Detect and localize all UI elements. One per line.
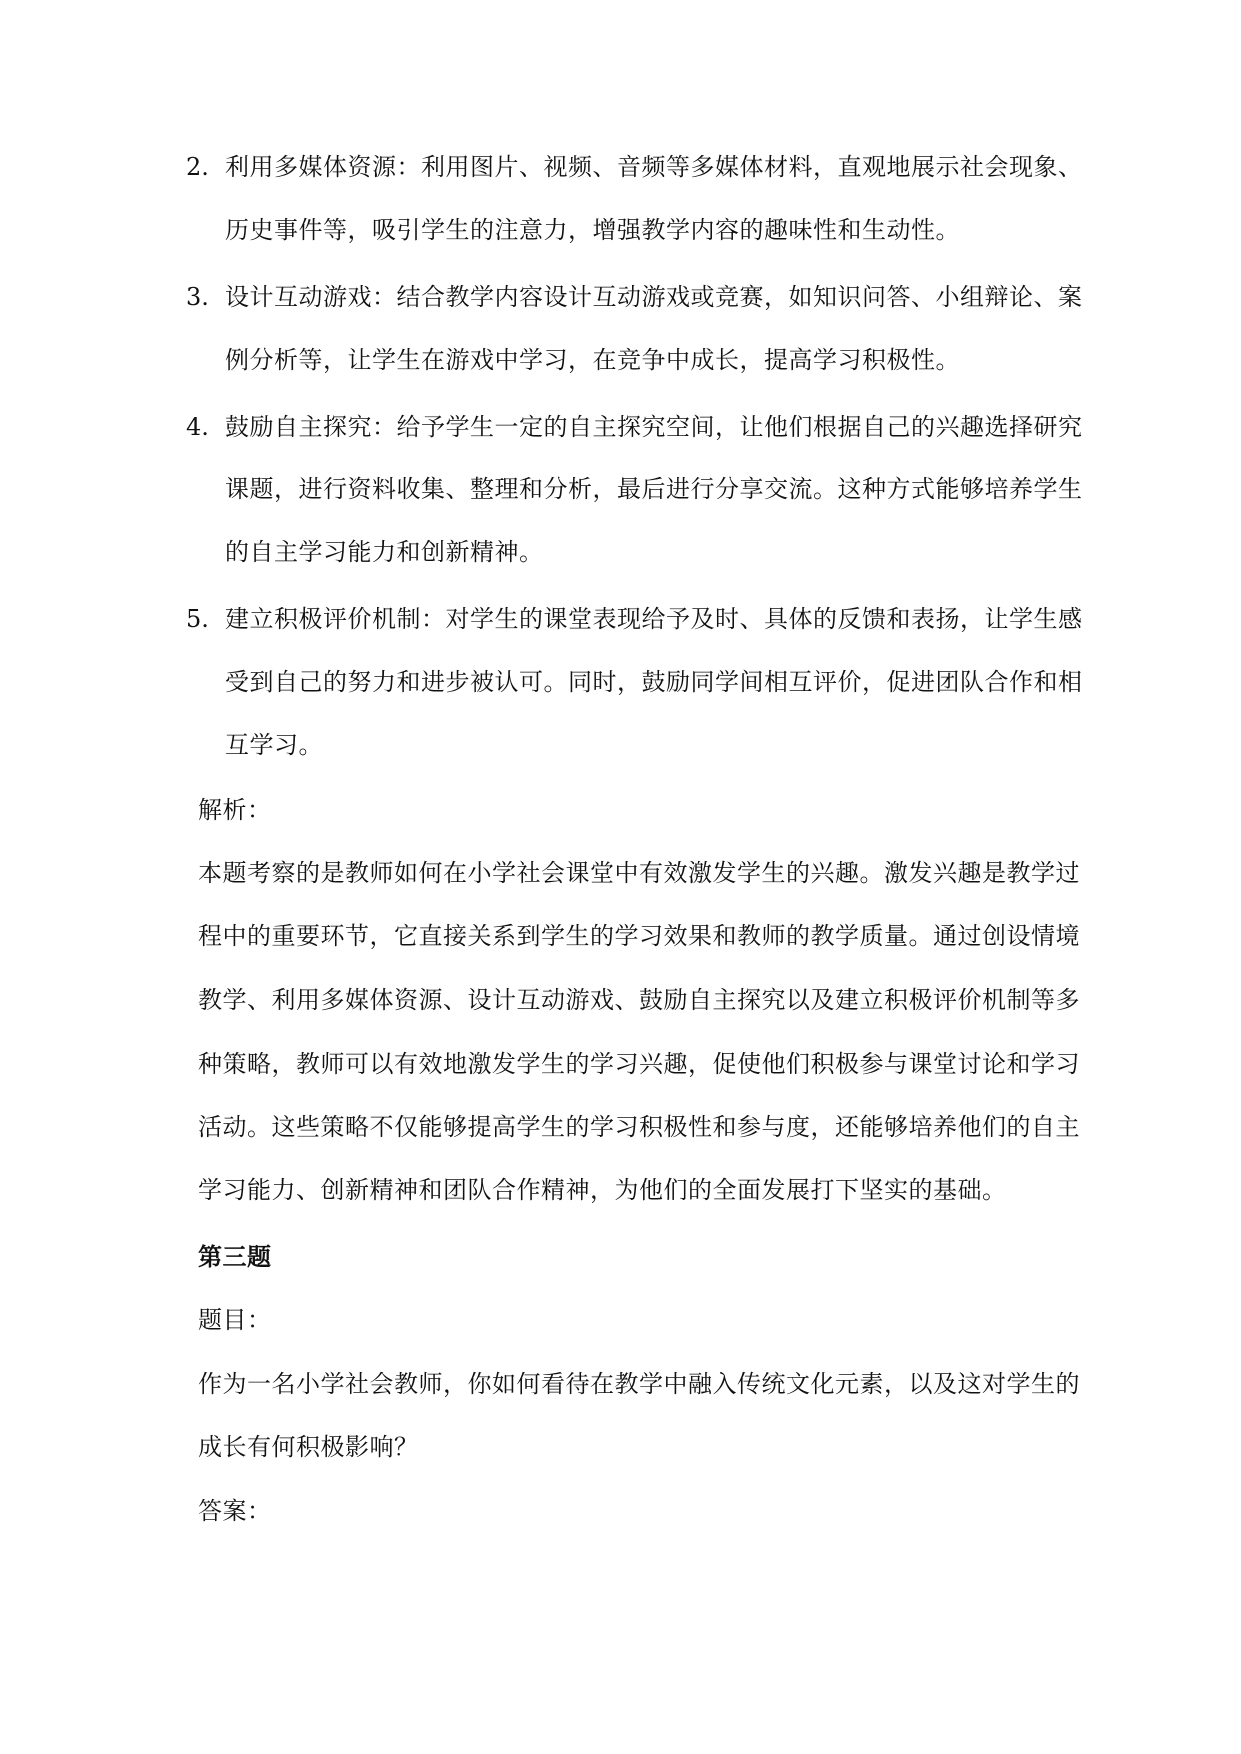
analysis-paragraph-line: 教学、利用多媒体资源、设计互动游戏、鼓励自主探究以及建立积极评价机制等多 — [198, 986, 1080, 1014]
analysis-paragraph-line: 学习能力、创新精神和团队合作精神，为他们的全面发展打下坚实的基础。 — [198, 1176, 1007, 1204]
list-item-line: 受到自己的努力和进步被认可。同时，鼓励同学间相互评价，促进团队合作和相 — [225, 668, 1083, 696]
list-item-number: 5. — [186, 605, 209, 633]
list-item-number: 4. — [186, 413, 209, 441]
question-heading: 第三题 — [198, 1242, 272, 1271]
list-item-line: 的自主学习能力和创新精神。 — [225, 538, 544, 566]
analysis-paragraph-line: 种策略，教师可以有效地激发学生的学习兴趣，促使他们积极参与课堂讨论和学习 — [198, 1050, 1080, 1078]
analysis-paragraph-line: 程中的重要环节，它直接关系到学生的学习效果和教师的教学质量。通过创设情境 — [198, 922, 1080, 950]
list-item-line: 利用多媒体资源：利用图片、视频、音频等多媒体材料，直观地展示社会现象、 — [225, 153, 1083, 181]
list-item-line: 互学习。 — [225, 731, 323, 759]
question-text-line: 作为一名小学社会教师，你如何看待在教学中融入传统文化元素，以及这对学生的 — [198, 1370, 1080, 1398]
answer-label: 答案： — [198, 1497, 272, 1525]
list-item-line: 鼓励自主探究：给予学生一定的自主探究空间，让他们根据自己的兴趣选择研究 — [225, 413, 1083, 441]
question-text-line: 成长有何积极影响？ — [198, 1433, 419, 1461]
analysis-label: 解析： — [198, 796, 272, 824]
question-label: 题目： — [198, 1306, 272, 1334]
analysis-paragraph-line: 活动。这些策略不仅能够提高学生的学习积极性和参与度，还能够培养他们的自主 — [198, 1113, 1080, 1141]
analysis-paragraph-line: 本题考察的是教师如何在小学社会课堂中有效激发学生的兴趣。激发兴趣是教学过 — [198, 859, 1080, 887]
list-item-line: 建立积极评价机制：对学生的课堂表现给予及时、具体的反馈和表扬，让学生感 — [225, 605, 1083, 633]
list-item-line: 历史事件等，吸引学生的注意力，增强教学内容的趣味性和生动性。 — [225, 216, 960, 244]
list-item-number: 3. — [186, 283, 209, 311]
list-item-line: 课题，进行资料收集、整理和分析，最后进行分享交流。这种方式能够培养学生 — [225, 475, 1083, 503]
list-item-number: 2. — [186, 153, 209, 181]
list-item-line: 设计互动游戏：结合教学内容设计互动游戏或竞赛，如知识问答、小组辩论、案 — [225, 283, 1083, 311]
list-item-line: 例分析等，让学生在游戏中学习，在竞争中成长，提高学习积极性。 — [225, 346, 960, 374]
